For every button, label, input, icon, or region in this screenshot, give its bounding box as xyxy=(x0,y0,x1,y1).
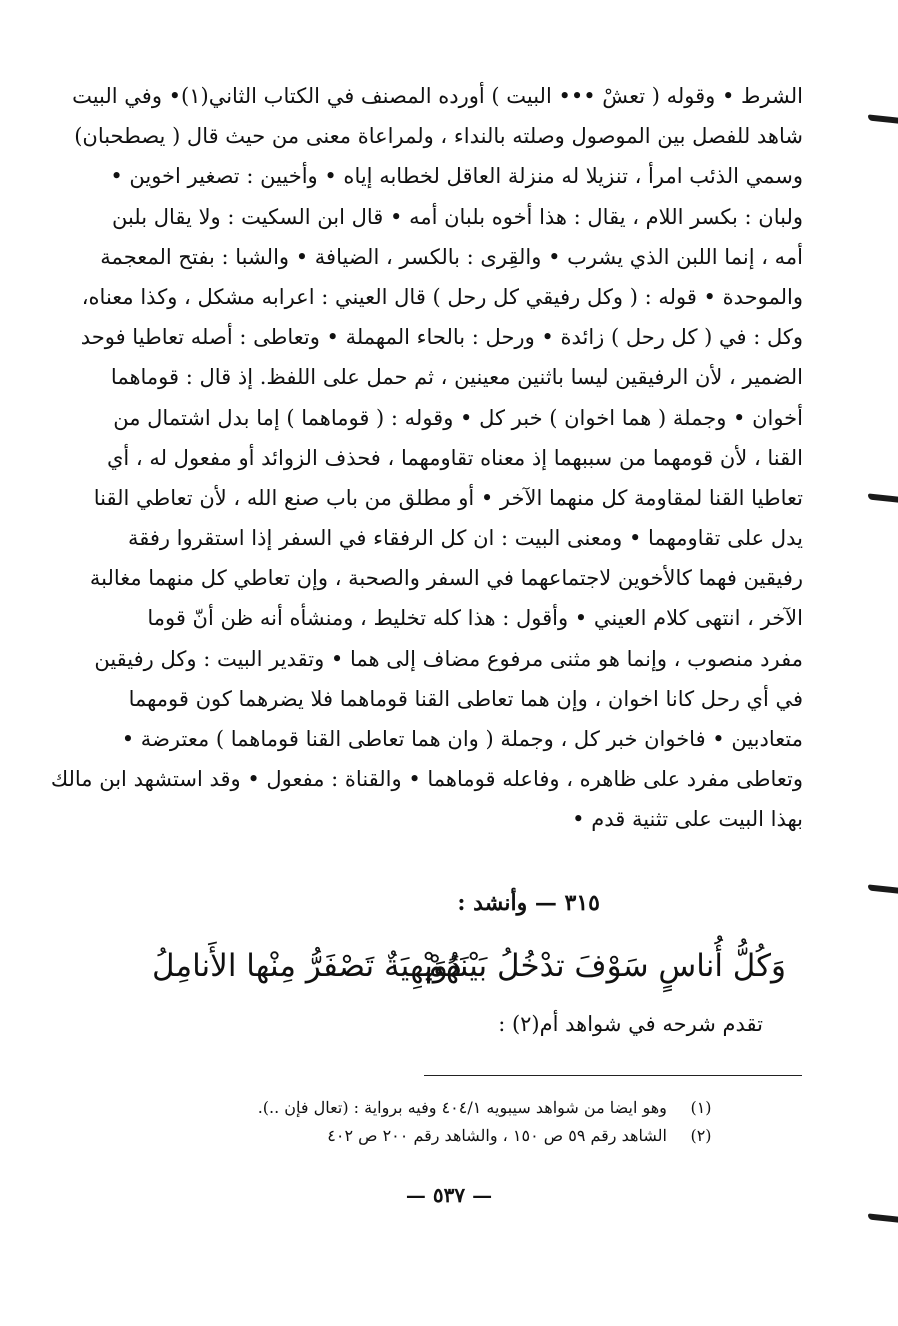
footnotes xyxy=(70,1094,730,1150)
page-number: — ٥٣٧ — xyxy=(405,1183,493,1207)
footnote-number: (٢) xyxy=(690,1126,712,1145)
body-line: الشرط • وقوله ( تعشْ ••• البيت ) أورده المصنف في الكتاب الثاني(١)• وفي البيت xyxy=(72,84,803,108)
footnote-text: الشاهد رقم ٥٩ ص ١٥٠ ، والشاهد رقم ٢٠٠ ص ٤٠٢ xyxy=(327,1126,667,1145)
verse-first-hemistich: وَكُلُّ أُناسٍ سَوْفَ تدْخُلُ بَيْنَهُمْ xyxy=(424,948,786,984)
footnote-separator xyxy=(424,1075,802,1076)
body-line: متعادبين • فاخوان خبر كل ، وجملة ( وان هما تعاطى القنا قوماهما ) معترضة • xyxy=(121,727,803,751)
footnote xyxy=(70,1094,730,1122)
body-line: الآخر ، انتهى كلام العيني • وأقول : هذا كله تخليط ، ومنشأه أنه ظن أنّ قوما xyxy=(147,606,803,631)
body-line: تعاطيا القنا لمقاومة كل منهما الآخر • أو مطلق من باب صنع الله ، لأن تعاطي القنا xyxy=(93,485,803,510)
body-line: وكل : في ( كل رحل ) زائدة • ورحل : بالحاء المهملة • وتعاطى : أصله تعاطيا فوحد xyxy=(80,325,803,350)
cross-reference-note: تقدم شرحه في شواهد أم(٢) : xyxy=(498,1012,763,1036)
body-line: يدل على تقاومهما • ومعنى البيت : ان كل الرفقاء في السفر إذا استقروا رفقة xyxy=(127,526,803,551)
section-heading: ٣١٥ — وأنشد : xyxy=(457,890,600,916)
footnote-text: وهو ايضا من شواهد سيبويه ٤٠٤/١ وفيه برواية : (تعال فإن ..). xyxy=(257,1098,667,1117)
scan-edge-mark xyxy=(868,884,898,893)
body-line: في أي رحل كانا اخوان ، وإن هما تعاطى القنا قوماهما فلا يضرهما كون قومهما xyxy=(128,686,803,711)
body-line: وسمي الذئب امرأ ، تنزيلا له منزلة العاقل لخطابه إياه • وأخيين : تصغير اخوين • xyxy=(110,164,803,189)
footnote xyxy=(70,1122,730,1150)
body-line: مفرد منصوب ، وإنما هو مثنى مرفوع مضاف إلى هما • وتقدير البيت : وكل رفيقين xyxy=(94,646,803,671)
body-line: وتعاطى مفرد على ظاهره ، وفاعله قوماهما • والقناة : مفعول • وقد استشهد ابن مالك xyxy=(50,767,803,792)
body-line: أخوان • وجملة ( هما اخوان ) خبر كل • وقوله : ( قوماهما ) إما بدل اشتمال من xyxy=(113,405,803,430)
scan-edge-mark xyxy=(868,1213,898,1222)
body-line: الضمير ، لأن الرفيقين ليسا باثنين معينين ، ثم حمل على اللفظ. إذ قال : قوماهما xyxy=(110,365,803,390)
body-text xyxy=(38,76,803,840)
scan-edge-mark xyxy=(868,114,898,123)
scan-edge-mark xyxy=(868,493,898,502)
body-line: شاهد للفصل بين الموصول وصلته بالنداء ، ولمراعاة معنى من حيث قال ( يصطحبان) xyxy=(74,124,803,149)
body-line: ولبان : بكسر اللام ، يقال : هذا أخوه بلبان أمه • قال ابن السكيت : ولا يقال بلبن xyxy=(111,204,803,229)
verse-second-hemistich: دُوَيْهِيَةٌ تَصْفَرُّ مِنْها الأَنامِلُ xyxy=(152,948,462,984)
body-line: بهذا البيت على تثنية قدم • xyxy=(572,807,803,832)
body-line: رفيقين فهما كالأخوين لاجتماعهما في السفر والصحبة ، وإن تعاطي كل منهما مغالبة xyxy=(89,566,803,591)
footnote-number: (١) xyxy=(690,1098,712,1117)
body-line: أمه ، إنما اللبن الذي يشرب • والقِرى : بالكسر ، الضيافة • والشبا : بفتح المعجمة xyxy=(100,244,803,269)
body-line: والموحدة • قوله : ( وكل رفيقي كل رحل ) قال العيني : اعرابه مشكل ، وكذا معناه، xyxy=(81,284,803,309)
body-line: القنا ، لأن قومهما من سببهما إذ معناه تقاومهما ، فحذف الزوائد أو مفعول له ، أي xyxy=(106,445,803,470)
